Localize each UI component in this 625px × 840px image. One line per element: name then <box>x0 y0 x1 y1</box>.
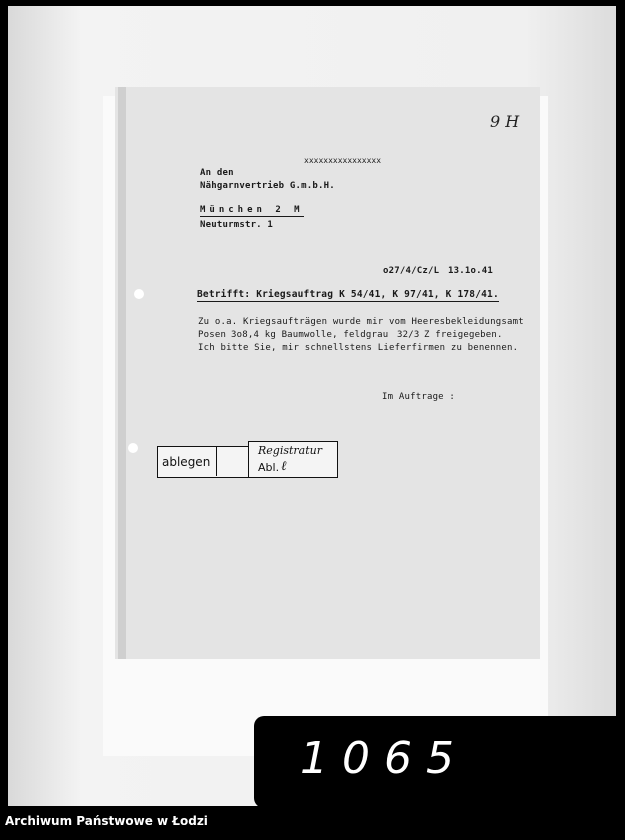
archive-name: Archiwum Państwowe w Łodzi <box>5 814 208 828</box>
body-line-2-quantity: 3o8,4 kg Baumwolle, feldgrau <box>231 330 389 340</box>
body-line-2-end: Z freigegeben. <box>424 330 503 340</box>
body-line-1: Zu o.a. Kriegsaufträgen wurde mir vom Heeresbekleidungsamt <box>198 317 524 327</box>
sheet-shadow <box>118 87 126 659</box>
recipient-street: Neuturmstr. 1 <box>200 220 274 230</box>
letter-date: 13.1o.41 <box>448 266 493 276</box>
recipient-company: Nähgarnvertrieb G.m.b.H. <box>200 181 335 191</box>
handwritten-mark: ℓ <box>281 459 287 474</box>
body-line-3: Ich bitte Sie, mir schnellstens Lieferfirmen zu benennen. <box>198 343 519 353</box>
punch-hole-top <box>134 289 144 299</box>
punch-hole-bottom <box>128 443 138 453</box>
recipient-city: München 2 M <box>200 205 304 215</box>
page-number-handwritten: 9 H <box>490 112 520 131</box>
registratur-stamp-title: Registratur <box>258 444 322 457</box>
ablegen-stamp-divider <box>216 446 217 476</box>
body-line-2-place: Posen <box>198 330 227 340</box>
document-sheet <box>115 87 540 659</box>
header-strikeout-marks: xxxxxxxxxxxxxxxx <box>304 156 382 165</box>
film-frame-number: 1065 <box>300 733 468 784</box>
subject-line: Betrifft: Kriegsauftrag K 54/41, K 97/41, K 178/41. <box>197 289 499 300</box>
body-line-2-code: 32/3 <box>397 330 420 340</box>
ablegen-stamp-label: ablegen <box>162 455 211 469</box>
closing-text: Im Auftrage : <box>382 392 456 402</box>
registratur-stamp-abl: Abl. <box>258 461 280 474</box>
recipient-line-1: An den <box>200 168 234 178</box>
reference-code: o27/4/Cz/L <box>383 266 440 276</box>
